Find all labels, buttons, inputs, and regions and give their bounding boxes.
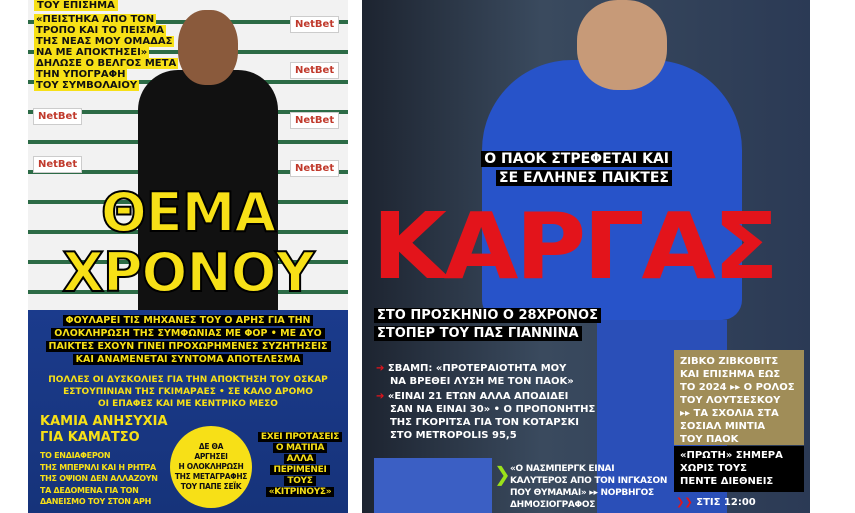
kicker: Ο ΠΑΟΚ ΣΤΡΕΦΕΤΑΙ ΚΑΙ ΣΕ ΕΛΛΗΝΕΣ ΠΑΙΚΤΕΣ bbox=[412, 150, 672, 188]
first-training-box: «ΠΡΩΤΗ» ΣΗΜΕΡΑ ΧΩΡΙΣ ΤΟΥΣ ΠΕΝΤΕ ΔΙΕΘΝΕΙΣ bbox=[674, 446, 804, 492]
arrow-icon: ➔ bbox=[376, 363, 388, 374]
top-cut-headline: ΤΟΥ ΕΠΙΣΗΜΑ bbox=[34, 0, 118, 11]
sponsor-logo: NetBet bbox=[290, 160, 339, 177]
double-chevron-icon: ❯❯ bbox=[676, 497, 697, 508]
pape-seik-circle: ΔΕ ΘΑ ΑΡΓΗΣΕΙ Η ΟΛΟΚΛΗΡΩΣΗ ΤΗΣ ΜΕΤΑΓΡΑΦΗΣ ΤΟΥ ΠΑΠΕ ΣΕΪΚ bbox=[170, 426, 252, 508]
sponsor-logo: NetBet bbox=[33, 108, 82, 125]
deck: ΦΟΥΛΑΡΕΙ ΤΙΣ ΜΗΧΑΝΕΣ ΤΟΥ Ο ΑΡΗΣ ΓΙΑ ΤΗΝ ΟΛΟΚΛΗΡΩΣΗ ΤΗΣ ΣΥΜΦΩΝΙΑΣ ΜΕ ΦΟΡ • ΜΕ ΔΥΟ ΠΑΙΚΤΕΣ ΕΧΟΥΝ ΓΙΝΕΙ ΠΡΟΧΩΡΗΜΕΝΕΣ ΣΥΖΗΤΗΣΕΙΣ ΚΑΙ ΑΝΑΜΕΝΕΤΑΙ ΣΥΝΤΟΜΑ ΑΠΟΤΕΛΕΣΜΑ bbox=[28, 314, 348, 366]
player-head bbox=[577, 0, 667, 90]
deck: ΣΤΟ ΠΡΟΣΚΗΝΙΟ Ο 28ΧΡΟΝΟΣ ΣΤΟΠΕΡ ΤΟΥ ΠΑΣ ΓΙΑΝΝΙΝΑ bbox=[374, 307, 601, 343]
right-front-page bbox=[362, 0, 810, 513]
sponsor-logo: NetBet bbox=[290, 112, 339, 129]
headline: ΚΑΡΓΑΣ bbox=[372, 193, 776, 300]
quote-caption: «ΠΕΙΣΤΗΚΑ ΑΠΟ ΤΟΝ ΤΡΟΠΟ ΚΑΙ ΤΟ ΠΕΙΣΜΑ ΤΗΣ ΝΕΑΣ ΜΟΥ ΟΜΑΔΑΣ ΝΑ ΜΕ ΑΠΟΚΤΗΣΕΙ» ΔΗΛΩΣΕ Ο ΒΕΛΓΟΣ ΜΕΤΑ ΤΗΝ ΥΠΟΓΡΑΦΗ ΤΟΥ ΣΥΜΒΟΛΑΙΟΥ bbox=[36, 14, 177, 91]
headline-line-2: ΧΡΟΝΟΥ bbox=[62, 241, 314, 304]
zivkovits-box: ΖΙΒΚΟ ΖΙΒΚΟΒΙΤΣ ΚΑΙ ΕΠΙΣΗΜΑ ΕΩΣ ΤΟ 2024 ▸▸ Ο ΡΟΛΟΣ ΤΟΥ ΛΟΥΤΣΕΣΚΟΥ ▸▸ ΤΑ ΣΧΟΛΙΑ ΣΤΑ ΣΟΣΙΑΛ ΜΙΝΤΙΑ ΤΟΥ ΠΑΟΚ bbox=[674, 350, 804, 445]
sponsor-logo: NetBet bbox=[290, 16, 339, 33]
time-label: ❯❯ ΣΤΙΣ 12:00 bbox=[676, 497, 756, 508]
matipa-box: ΕΧΕΙ ΠΡΟΤΑΣΕΙΣ Ο ΜΑΤΙΠΑ ΑΛΛΑ ΠΕΡΙΜΕΝΕΙ ΤΟΥΣ «ΚΙΤΡΙΝΟΥΣ» bbox=[254, 432, 346, 498]
headline-line-1: ΘΕΜΑ bbox=[100, 181, 276, 244]
sub-deck: ΠΟΛΛΕΣ ΟΙ ΔΥΣΚΟΛΙΕΣ ΓΙΑ ΤΗΝ ΑΠΟΚΤΗΣΗ ΤΟΥ ΟΣΚΑΡ ΕΣΤΟΥΠΙΝΙΑΝ ΤΗΣ ΓΚΙΜΑΡΑΕΣ • ΣΕ ΚΑΛΟ ΔΡΟΜΟ ΟΙ ΕΠΑΦΕΣ ΚΑΙ ΜΕ ΚΕΝΤΡΙΚΟ ΜΕΣΟ bbox=[48, 375, 328, 409]
arrow-icon: ➔ bbox=[376, 391, 388, 402]
nasmpergk-photo bbox=[374, 458, 492, 513]
sponsor-logo: NetBet bbox=[33, 156, 82, 173]
blue-panel bbox=[28, 310, 348, 513]
nasmpergk-text: «Ο ΝΑΣΜΠΕΡΓΚ ΕΙΝΑΙ ΚΑΛΥΤΕΡΟΣ ΑΠΟ ΤΟΝ ΙΝΓΚΑΣΟΝ ΠΟΥ ΘΥΜΑΜΑΙ» ▸▸ ΝΟΡΒΗΓΟΣ ΔΗΜΟΣΙΟΓΡΑΦΟΣ bbox=[510, 464, 668, 510]
kamatso-title: ΚΑΜΙΑ ΑΝΗΣΥΧΙΑ ΓΙΑ ΚΑΜΑΤΣΟ bbox=[40, 414, 168, 445]
chevron-icon: ❯ bbox=[494, 462, 511, 486]
bullet-2: ➔ «ΕΙΝΑΙ 21 ΕΤΩΝ ΑΛΛΑ ΑΠΟΔΙΔΕΙ ΣΑΝ ΝΑ ΕΙΝΑΙ 30» • Ο ΠΡΟΠΟΝΗΤΗΣ ΤΗΣ ΓΚΟΡΙΤΣΑ ΓΙΑ ΤΟΝ ΚΟΤΑΡΣΚΙ ΣΤΟ METROPOLIS 95,5 bbox=[376, 391, 596, 441]
sponsor-logo: NetBet bbox=[290, 62, 339, 79]
bullet-1: ➔ ΣΒΑΜΠ: «ΠΡΟΤΕΡΑΙΟΤΗΤΑ ΜΟΥ ΝΑ ΒΡΕΘΕΙ ΛΥΣΗ ΜΕ ΤΟΝ ΠΑΟΚ» bbox=[376, 363, 574, 387]
kamatso-body: ΤΟ ΕΝΔΙΑΦΕΡΟΝ ΤΗΣ ΜΠΕΡΝΛΙ ΚΑΙ Η ΡΗΤΡΑ ΤΗΣ ΟΨΙΟΝ ΔΕΝ ΑΛΛΑΖΟΥΝ ΤΑ ΔΕΔΟΜΕΝΑ ΓΙΑ ΤΟΝ ΔΑΝΕΙΣΜΟ ΤΟΥ ΣΤΟΝ ΑΡΗ bbox=[40, 451, 158, 506]
left-front-page bbox=[28, 0, 348, 513]
